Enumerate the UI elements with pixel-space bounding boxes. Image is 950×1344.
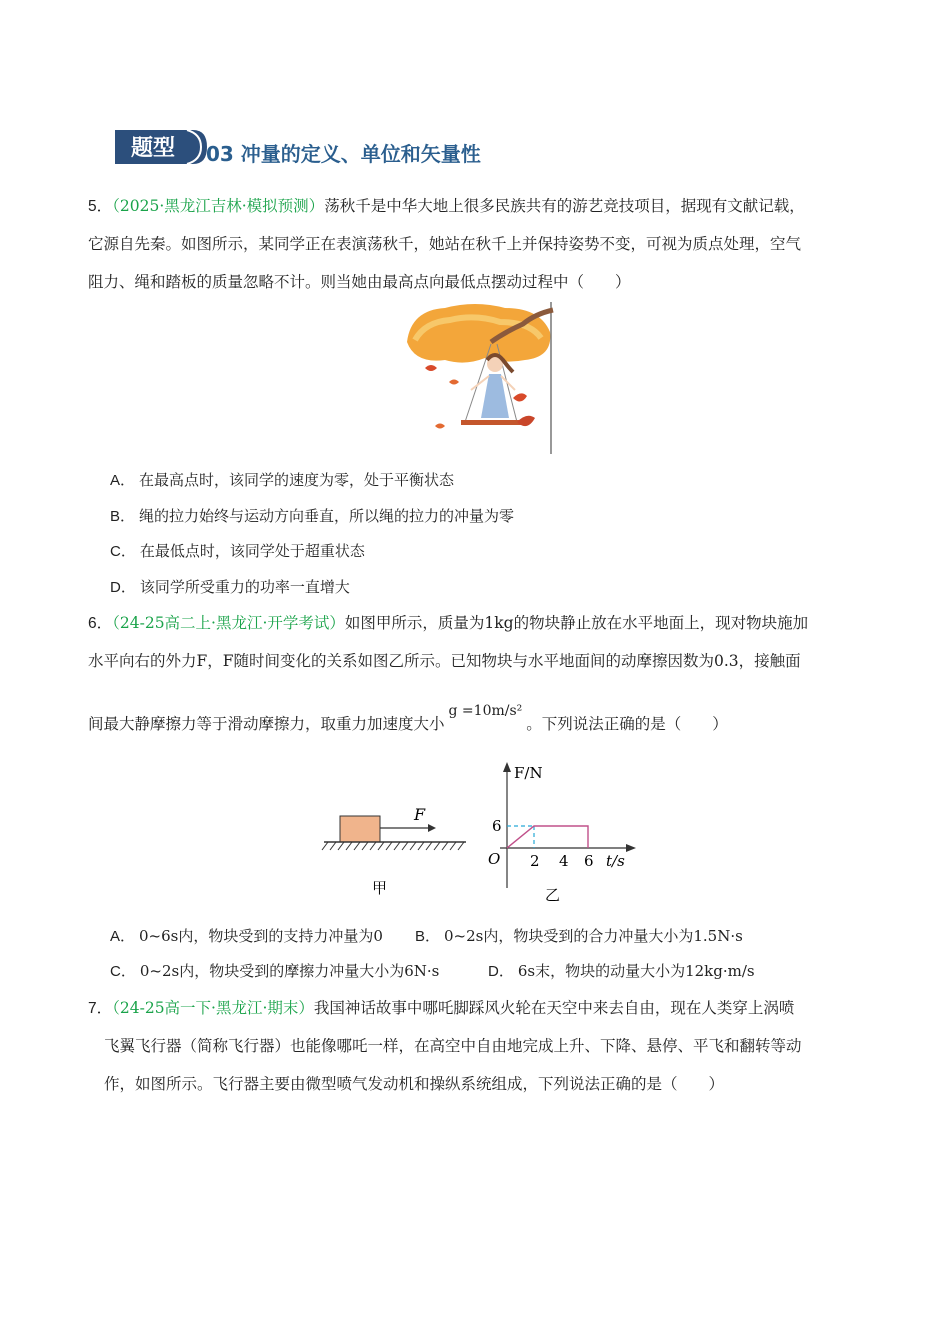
x-tick-4: 4	[559, 852, 569, 870]
q7-line2: 飞翼飞行器（简称飞行器）也能像哪吒一样，在高空中自由地完成上升、下降、悬停、平飞和翻转等动	[104, 1037, 802, 1055]
q6-text3-post: 。下列说法正确的是（ ）	[526, 715, 728, 733]
section-title: 03 冲量的定义、单位和矢量性	[206, 142, 481, 166]
option-letter: A．	[110, 472, 136, 489]
q6-text3-pre: 间最大静摩擦力等于滑动摩擦力，取重力加速度大小	[88, 715, 445, 733]
option-text: 0~6s内，物块受到的支持力冲量为0	[139, 927, 383, 945]
option-letter: D．	[110, 579, 136, 596]
q7-number: 7．	[88, 1000, 113, 1017]
q6-option-a[interactable]	[110, 926, 383, 947]
q6-option-b[interactable]	[415, 926, 743, 947]
q6-number: 6．	[88, 615, 113, 632]
q7-line3: 作，如图所示。飞行器主要由微型喷气发动机和操纵系统组成，下列说法正确的是（ ）	[104, 1075, 725, 1093]
x-tick-2: 2	[530, 852, 540, 870]
q5-text1: 荡秋千是中华大地上很多民族共有的游艺竞技项目，据现有文献记载，	[324, 197, 805, 215]
q6-option-d[interactable]	[488, 961, 755, 982]
option-letter: D．	[488, 963, 514, 980]
option-letter: B．	[110, 508, 136, 525]
q5-option-c[interactable]	[110, 541, 365, 562]
option-letter: B．	[415, 928, 441, 945]
x-axis-label: t/s	[606, 852, 625, 870]
option-letter: A．	[110, 928, 136, 945]
option-text: 0~2s内，物块受到的合力冲量大小为1.5N·s	[444, 927, 743, 945]
q5-line1	[88, 196, 805, 217]
y-axis-label: F/N	[514, 764, 543, 782]
q7-source: （24-25高一下·黑龙江·期末）	[112, 999, 314, 1017]
swing-illustration	[405, 302, 555, 454]
q5-option-b[interactable]	[110, 506, 514, 527]
figure-block	[320, 800, 470, 900]
x-tick-6: 6	[584, 852, 594, 870]
section-badge	[113, 128, 208, 166]
origin-label: O	[488, 850, 501, 868]
q5-option-a[interactable]	[110, 470, 454, 491]
option-text: 0~2s内，物块受到的摩擦力冲量大小为6N·s	[139, 962, 440, 980]
caption-left: 甲	[372, 879, 388, 897]
force-label: F	[414, 805, 426, 824]
q5-option-d[interactable]	[110, 577, 350, 598]
option-letter: C．	[110, 543, 136, 560]
q6-option-c[interactable]	[110, 961, 439, 982]
caption-right: 乙	[545, 886, 561, 904]
force-time-graph	[480, 760, 640, 905]
option-text: 6s末，物块的动量大小为12kg·m/s	[517, 962, 755, 980]
q6-line1	[88, 613, 808, 634]
q7-line1	[88, 998, 794, 1019]
option-letter: C．	[110, 963, 136, 980]
q7-text1: 我国神话故事中哪吒脚踩风火轮在天空中来去自由，现在人类穿上涡喷	[313, 999, 795, 1017]
q6-line3	[88, 703, 728, 735]
gravity-formula: g =10m/s²	[448, 703, 523, 719]
q6-line2: 水平向右的外力F，F随时间变化的关系如图乙所示。已知物块与水平地面间的动摩擦因数为0.3，接触面	[88, 652, 801, 670]
badge-text: 题型	[130, 135, 176, 161]
y-tick-6: 6	[492, 817, 502, 835]
option-text: 绳的拉力始终与运动方向垂直，所以绳的拉力的冲量为零	[139, 507, 515, 525]
q5-line2: 它源自先秦。如图所示，某同学正在表演荡秋千，她站在秋千上并保持姿势不变，可视为质点处理，空气	[88, 235, 802, 253]
option-text: 在最高点时，该同学的速度为零，处于平衡状态	[139, 471, 455, 489]
q6-source: （24-25高二上·黑龙江·开学考试）	[112, 614, 345, 632]
q5-source: （2025·黑龙江吉林·模拟预测）	[112, 197, 325, 215]
q5-number: 5．	[88, 198, 113, 215]
q5-line3: 阻力、绳和踏板的质量忽略不计。则当她由最高点向最低点摆动过程中（ ）	[88, 273, 631, 291]
q6-text1: 如图甲所示，质量为1kg的物块静止放在水平地面上，现对物块施加	[344, 614, 809, 632]
option-text: 在最低点时，该同学处于超重状态	[139, 542, 365, 560]
option-text: 该同学所受重力的功率一直增大	[139, 578, 350, 596]
